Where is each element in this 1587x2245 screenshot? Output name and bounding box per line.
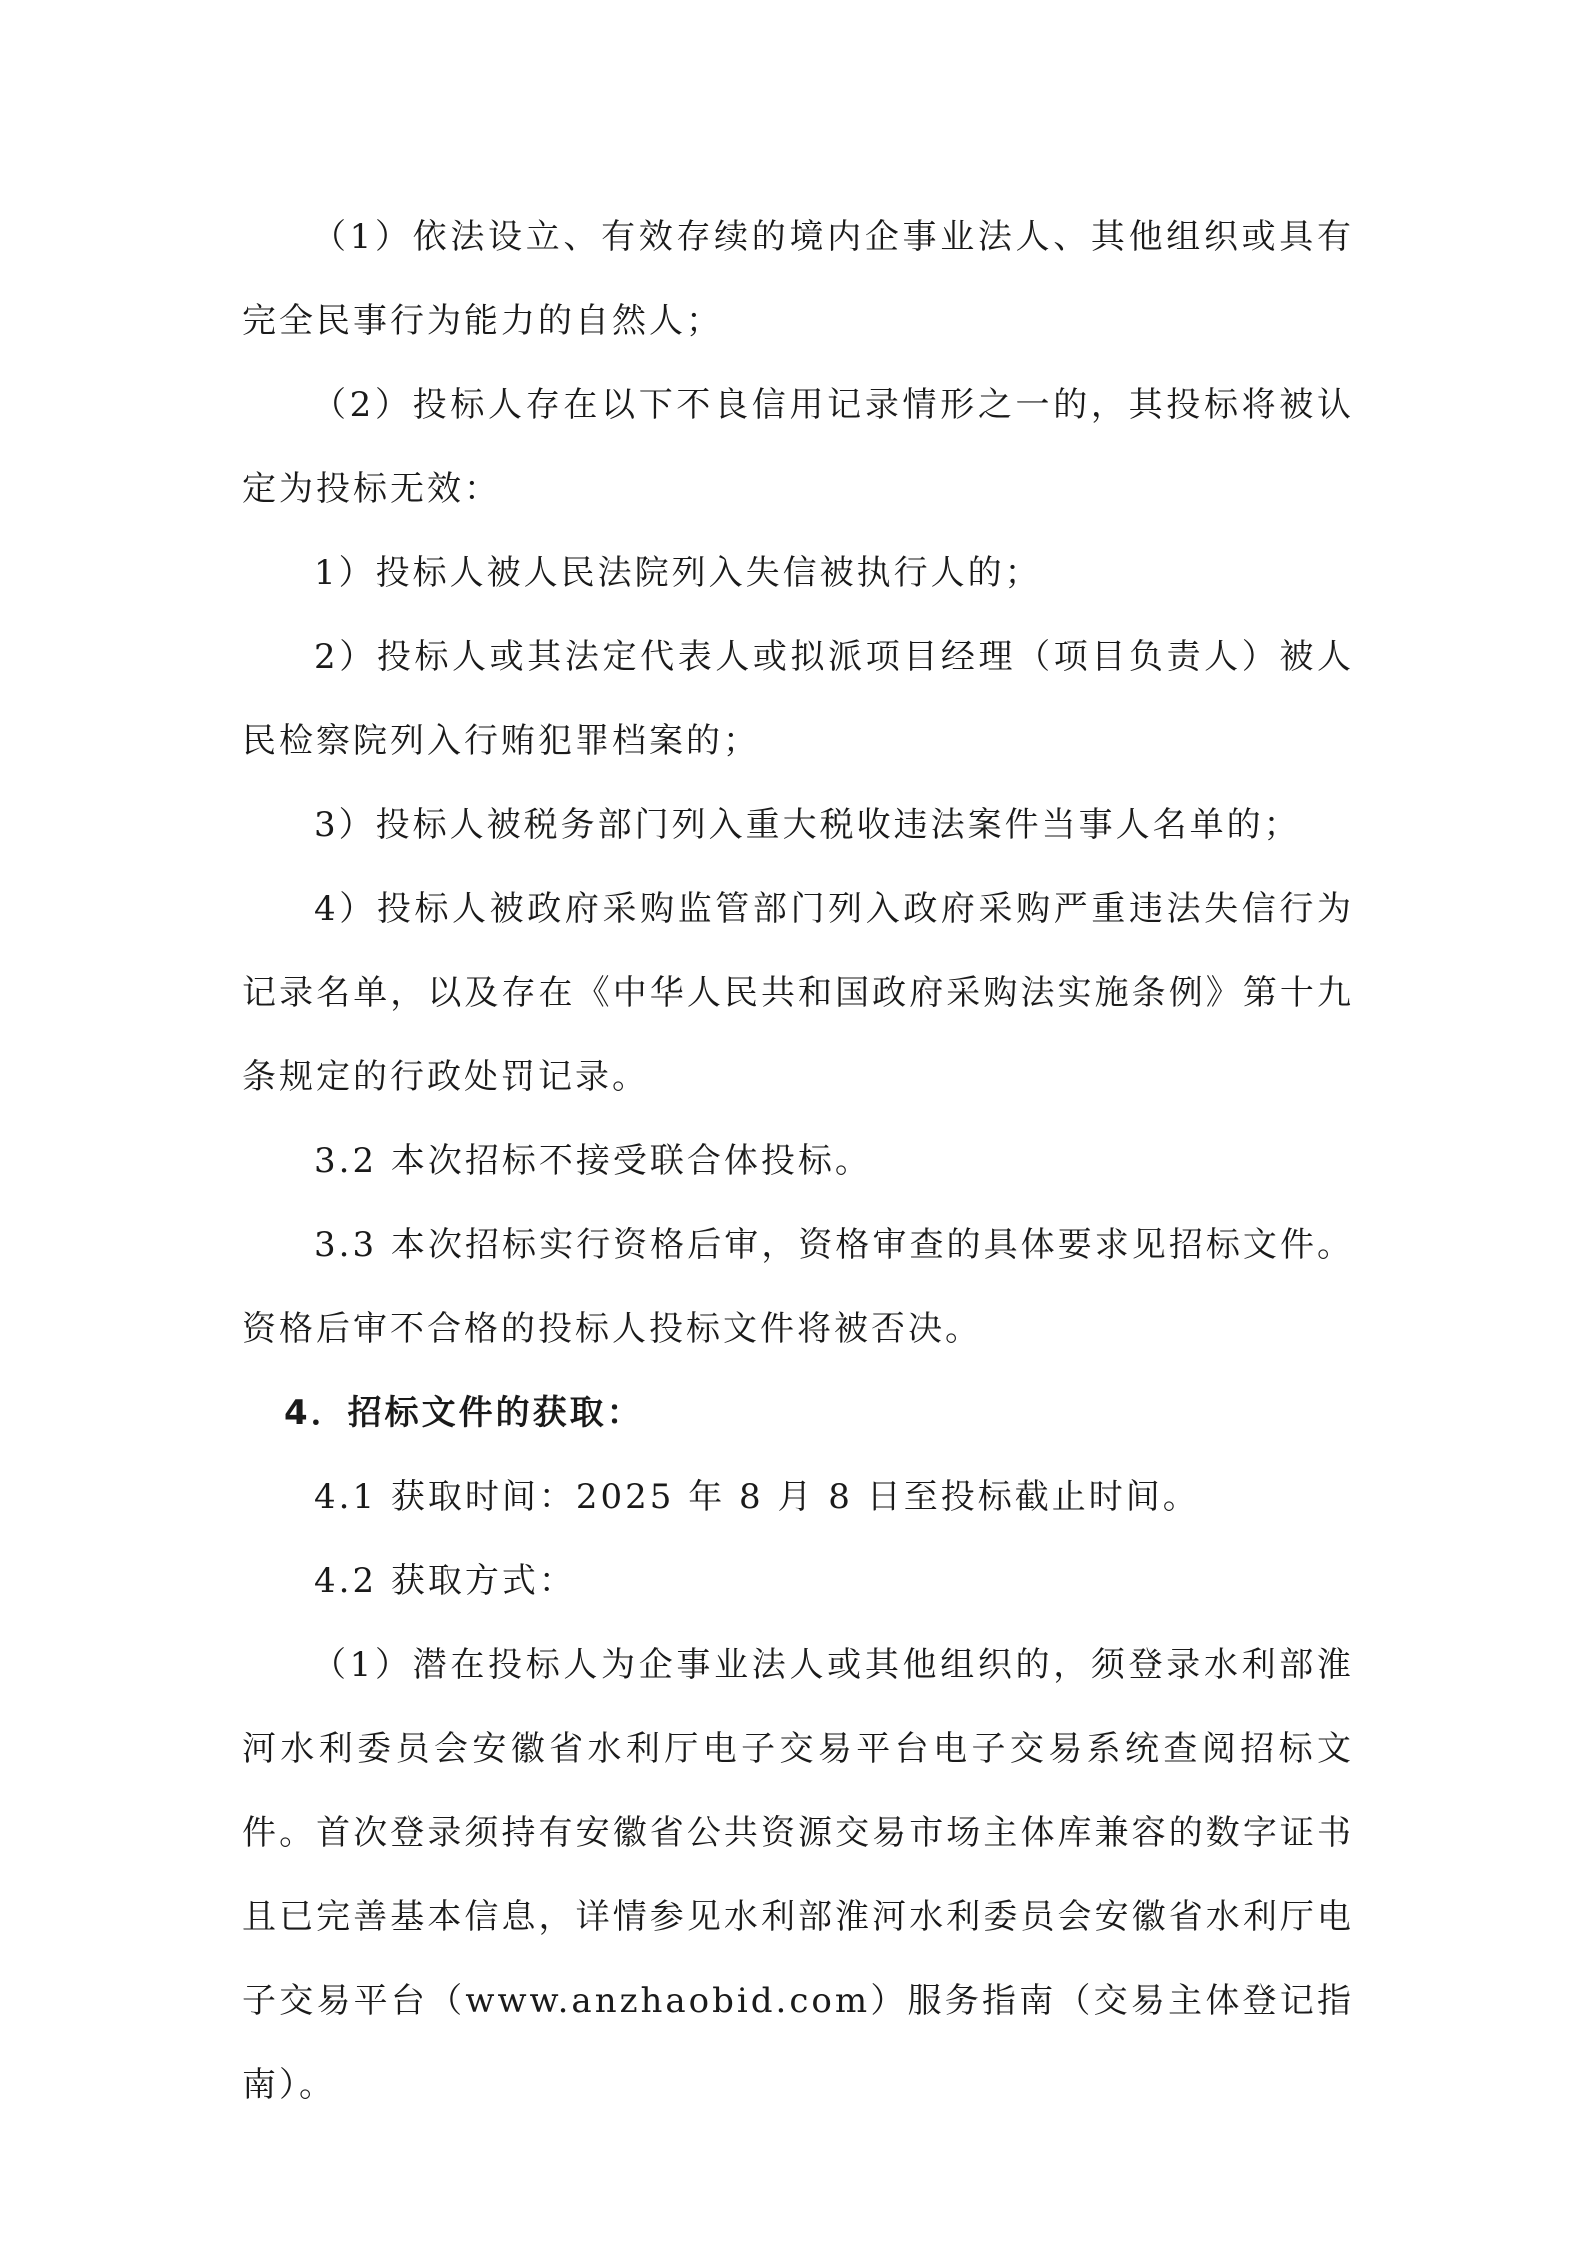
paragraph-clause-3-3: 3.3 本次招标实行资格后审，资格审查的具体要求见招标文件。资格后审不合格的投标人投标文件将被否决。 — [242, 1225, 1354, 1349]
section-heading-4: 4．招标文件的获取： — [284, 1393, 644, 1433]
paragraph-credit-item-4: 4）投标人被政府采购监管部门列入政府采购严重违法失信行为记录名单，以及存在《中华人民共和国政府采购法实施条例》第十九条规定的行政处罚记录。 — [242, 889, 1354, 1097]
paragraph-credit-records: （2）投标人存在以下不良信用记录情形之一的，其投标将被认定为投标无效： — [242, 385, 1354, 509]
paragraph-credit-item-3: 3）投标人被税务部门列入重大税收违法案件当事人名单的； — [314, 805, 1301, 845]
paragraph-clause-3-2: 3.2 本次招标不接受联合体投标。 — [314, 1141, 872, 1181]
paragraph-qualification-1: （1）依法设立、有效存续的境内企事业法人、其他组织或具有完全民事行为能力的自然人； — [242, 217, 1354, 341]
paragraph-clause-4-2: 4.2 获取方式： — [314, 1561, 576, 1601]
paragraph-clause-4-1: 4.1 获取时间：2025 年 8 月 8 日至投标截止时间。 — [314, 1477, 1200, 1517]
paragraph-credit-item-1: 1）投标人被人民法院列入失信被执行人的； — [314, 553, 1042, 593]
paragraph-access-method-1: （1）潜在投标人为企事业法人或其他组织的，须登录水利部淮河水利委员会安徽省水利厅电子交易平台电子交易系统查阅招标文件。首次登录须持有安徽省公共资源交易市场主体库兼容的数字证书且已完善基本信息，详情参见水利部淮河水利委员会安徽省水利厅电子交易平台（www.anzhaobid.com）服务指南（交易主体登记指南）。 — [242, 1645, 1354, 2105]
paragraph-credit-item-2: 2）投标人或其法定代表人或拟派项目经理（项目负责人）被人民检察院列入行贿犯罪档案的； — [242, 637, 1354, 761]
document-body — [242, 195, 1354, 2127]
